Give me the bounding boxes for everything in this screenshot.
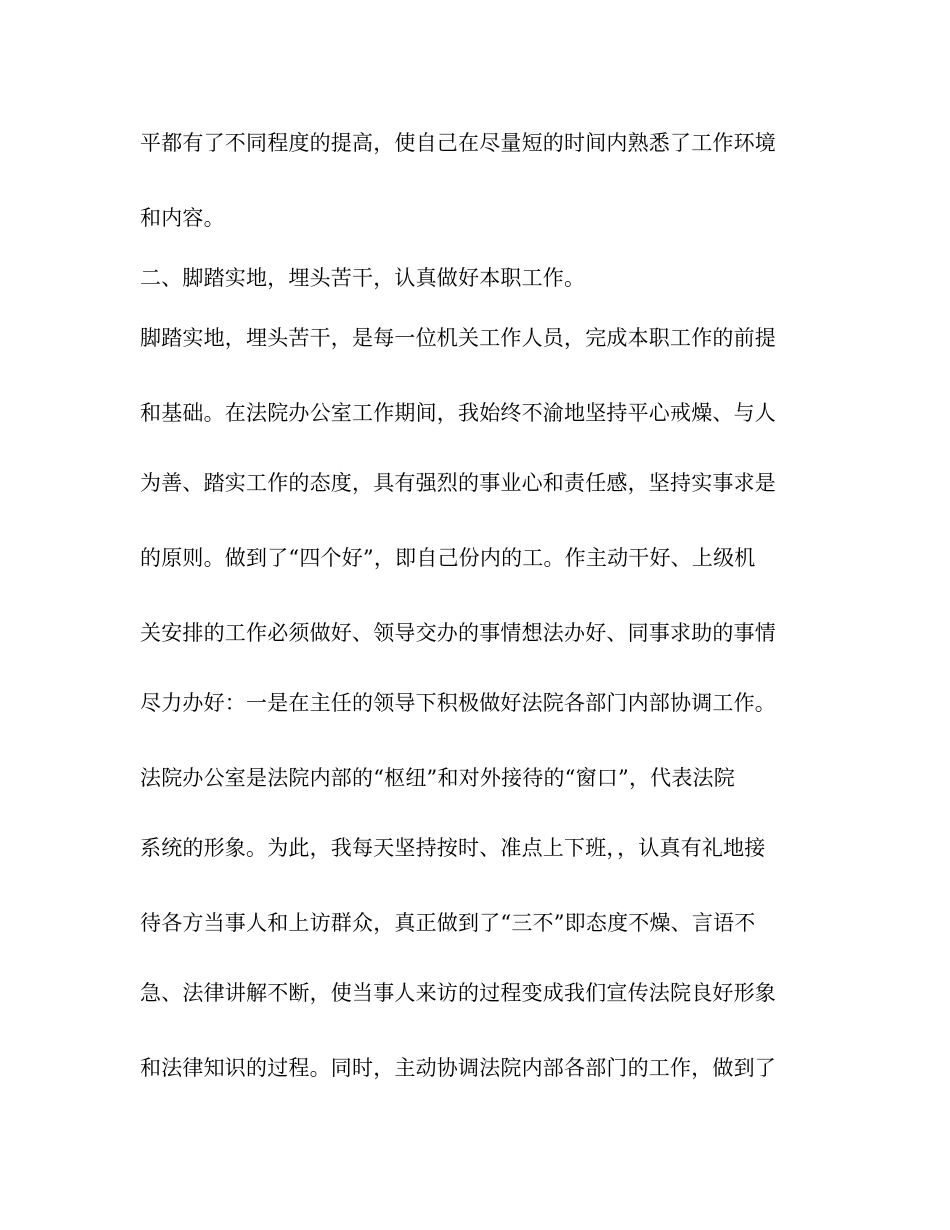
text-line-5: 和基础。在法院办公室工作期间，我始终不渝地坚持平心戒燥、与人 [140, 401, 776, 425]
text-line-13: 急、法律讲解不断，使当事人来访的过程变成我们宣传法院良好形象 [140, 981, 776, 1005]
text-line-9: 尽力办好：一是在主任的领导下积极做好法院各部门内部协调工作。 [140, 691, 776, 715]
text-line-14: 和法律知识的过程。同时，主动协调法院内部各部门的工作，做到了 [140, 1056, 776, 1080]
section-heading: 二、脚踏实地，埋头苦干，认真做好本职工作。 [140, 266, 586, 290]
text-line-8: 关安排的工作必须做好、领导交办的事情想法办好、同事求助的事情 [140, 621, 776, 645]
text-line-2: 和内容。 [140, 206, 225, 230]
text-line-12: 待各方当事人和上访群众，真正做到了“三不”即态度不燥、言语不 [140, 911, 756, 935]
text-line-1: 平都有了不同程度的提高，使自己在尽量短的时间内熟悉了工作环境 [140, 131, 776, 155]
text-line-7: 的原则。做到了“四个好”，即自己份内的工。作主动干好、上级机 [140, 546, 756, 570]
text-line-4: 脚踏实地，埋头苦干，是每一位机关工作人员，完成本职工作的前提 [140, 326, 776, 350]
text-line-10: 法院办公室是法院内部的“枢纽”和对外接待的“窗口”，代表法院 [140, 766, 735, 790]
text-line-6: 为善、踏实工作的态度，具有强烈的事业心和责任感，坚持实事求是 [140, 471, 776, 495]
text-line-11: 系统的形象。为此，我每天坚持按时、准点上下班，，认真有礼地接 [140, 836, 766, 860]
